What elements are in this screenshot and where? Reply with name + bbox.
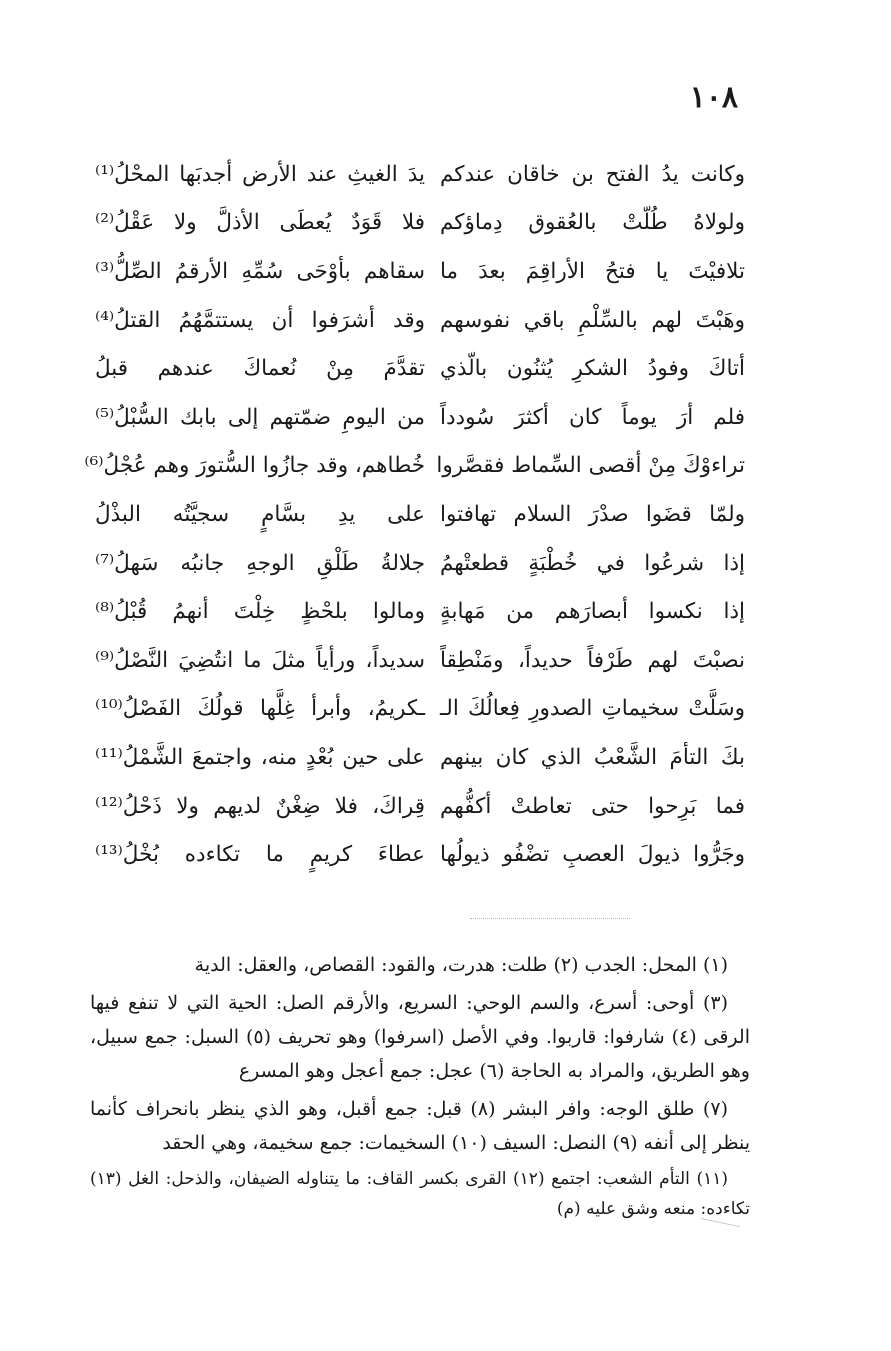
verse [95, 685, 745, 734]
verse [95, 830, 745, 879]
first-hemistich: وكانت يدُ الفتح بن خاقان عندكم [440, 161, 745, 187]
footnote-paragraph: (١) المحل: الجدب (٢) طلت: هدرت، والقود: القصاص، والعقل: الدية [194, 954, 728, 976]
first-hemistich: تلافيْتَ يا فتحُ الأراقِمَ بعدَ ما [440, 258, 745, 284]
verse [95, 539, 745, 588]
verse [95, 393, 745, 442]
verse [95, 199, 745, 248]
first-hemistich: وهَبْتَ لهم بالسِّلْمِ باقي نفوسهم [440, 307, 745, 333]
verse [95, 296, 745, 345]
footnote-divider [470, 918, 630, 919]
second-hemistich: على حين بُعْدٍ منه، واجتمعَ الشَّمْلُ⁽¹¹⁾ [95, 744, 425, 770]
second-hemistich: يدَ الغيثِ عند الأرض أجدبَها المحْلُ⁽¹⁾ [95, 161, 425, 187]
verse [95, 636, 745, 685]
second-hemistich: سديداً، ورأياً مثلَ ما انتُضِيَ النَّصْلُ⁽⁹⁾ [95, 647, 425, 673]
second-hemistich: ومالوا بلحْظٍ خِلْتَ أنهمُ قُبْلُ⁽⁸⁾ [95, 599, 425, 625]
verse [95, 344, 745, 393]
second-hemistich: جلالةُ طَلْقِ الوجهِ جانبُه سَهلُ⁽⁷⁾ [95, 550, 425, 576]
first-hemistich: إذا شرعُوا في خُطْبَةٍ قطعتْهمُ [440, 550, 745, 576]
first-hemistich: تراءوْكَ مِنْ أقصى السِّماط فقصَّروا [436, 453, 745, 479]
poem [84, 150, 745, 879]
verse [95, 150, 745, 199]
verse [95, 733, 745, 782]
verse [95, 490, 745, 539]
footnote-paragraph: (٧) طلق الوجه: وافر البشر (٨) قبل: جمع أقبل، وهو الذي ينظر بانحراف كأنما ينظر إلى أنفه (٩) النصل: السيف (١٠) السخيمات: جمع سخيمة، وهي الحقد [90, 1098, 750, 1154]
verse [84, 442, 745, 491]
first-hemistich: فلم أرَ يوماً كان أكثرَ سُودداً [440, 404, 745, 430]
first-hemistich: ولولاهُ طُلّتْ بالعُقوق دِماؤكم [440, 210, 745, 236]
first-hemistich: بكَ التأمَ الشَّعْبُ الذي كان بينهم [440, 744, 745, 770]
footnote-paragraph: (١١) التأم الشعب: اجتمع (١٢) القرى بكسر القاف: ما يتناوله الضيفان، والذحل: الغل (١٣) تكاءده: منعه وشق عليه (م) [90, 1169, 750, 1219]
verse [95, 587, 745, 636]
first-hemistich: فما بَرِحوا حتى تعاطتْ أكفُّهم [440, 793, 745, 819]
verse [95, 782, 745, 831]
first-hemistich: إذا نكسوا أبصارَهم من مَهابةٍ [440, 599, 745, 625]
first-hemistich: نصبْتَ لهم طَرْفاً حديداً، ومَنْطِقاً [440, 647, 745, 673]
second-hemistich: سقاهم بأوْحَى سُمِّهِ الأرقمُ الصِّلُّ⁽³⁾ [95, 258, 425, 284]
first-hemistich: وجَرُّوا ذيولَ العصبِ تضْفُو ذيولُها [440, 842, 745, 868]
second-hemistich: عطاءَ كريمٍ ما تكاءده بُخْلُ⁽¹³⁾ [95, 842, 425, 868]
footnotes [90, 948, 750, 1228]
first-hemistich: وسَلَّتْ سخيماتِ الصدورِ فِعالُكَ الـ [440, 696, 745, 722]
second-hemistich: وقد أشرَفوا أن يستتمَّهُمُ القتلُ⁽⁴⁾ [95, 307, 425, 333]
second-hemistich: على يدِ بسَّامٍ سجيَّتُه البذْلُ [95, 501, 425, 527]
second-hemistich: قِراكَ، فلا ضِغْنٌ لديهم ولا ذَحْلُ⁽¹²⁾ [95, 793, 425, 819]
second-hemistich: فلا قَوَدٌ يُعطَى الأذلَّ ولا عَقْلُ⁽²⁾ [95, 210, 425, 236]
second-hemistich: من اليومِ ضمّتهم إلى بابك السُّبْلُ⁽⁵⁾ [95, 404, 425, 430]
first-hemistich: أتاكَ وفودُ الشكرِ يُثنُون بالّذي [440, 356, 745, 382]
second-hemistich: ـكريمُ، وأبرأ غِلَّها قولُكَ الفَصْلُ⁽¹⁰⁾ [95, 696, 425, 722]
second-hemistich: خُطاهم، وقد جازُوا السُّتورَ وهم عُجْلُ⁽⁶⁾ [84, 453, 425, 479]
page-number: ١٠٨ [689, 80, 738, 115]
verse [95, 247, 745, 296]
footnote-paragraph: (٣) أوحى: أسرع، والسم الوحي: السريع، والأرقم الصل: الحية التي لا تنفع فيها الرقى (٤) شارفوا: قاربوا. وفي الأصل (اسرفوا) وهو تحريف (٥) السبل: جمع سبيل، وهو الطريق، والمراد به الحاجة (٦) عجل: جمع أعجل وهو المسرع [90, 992, 750, 1082]
second-hemistich: تقدَّمَ مِنْ نُعماكَ عندهم قبلُ [95, 356, 425, 382]
first-hemistich: ولمّا قضَوا صدْرَ السلام تهافتوا [440, 501, 745, 527]
